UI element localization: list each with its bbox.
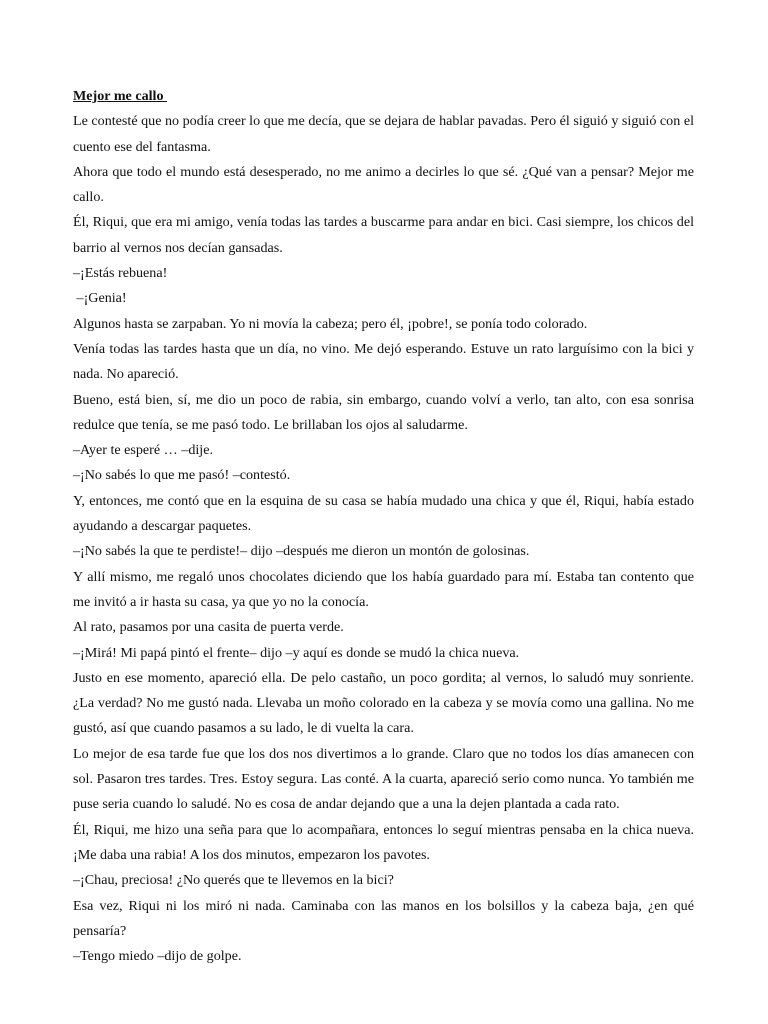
dialogue-line: –¡Mirá! Mi papá pintó el frente– dijo –y aquí es donde se mudó la chica nueva. <box>73 644 520 661</box>
paragraph: Justo en ese momento, apareció ella. De pelo castaño, un poco gordita; al vernos, lo saludó muy sonriente. ¿La verdad? No me gustó nada. Llevaba un moño colorado en la cabeza y se movía como una gallina. No me gustó, así que cuando pasamos a su lado, le di vuelta la cara. <box>73 669 694 737</box>
dialogue-line: –¡Estás rebuena! <box>73 265 168 282</box>
paragraph: Ahora que todo el mundo está desesperado, no me animo a decirles lo que sé. ¿Qué van a pensar? Mejor me callo. <box>73 163 694 206</box>
dialogue-line: –¡No sabés lo que me pasó! –contestó. <box>73 467 291 484</box>
dialogue-line: –¡No sabés la que te perdiste!– dijo –después me dieron un montón de golosinas. <box>73 543 530 560</box>
dialogue-line: –¡Genia! <box>73 290 127 307</box>
document-page <box>73 84 694 969</box>
paragraph: Venía todas las tardes hasta que un día, no vino. Me dejó esperando. Estuve un rato larguísimo con la bici y nada. No apareció. <box>73 340 694 383</box>
dialogue-line: –¡Chau, preciosa! ¿No querés que te llevemos en la bici? <box>73 872 394 889</box>
paragraph: Él, Riqui, me hizo una seña para que lo acompañara, entonces lo seguí mientras pensaba en la chica nueva. ¡Me daba una rabia! A los dos minutos, empezaron los pavotes. <box>73 821 694 863</box>
paragraph: Y, entonces, me contó que en la esquina de su casa se había mudado una chica y que él, Riqui, había estado ayudando a descargar paquetes. <box>73 492 694 535</box>
dialogue-line: –Ayer te esperé … –dije. <box>73 442 213 459</box>
paragraph: Esa vez, Riqui ni los miró ni nada. Caminaba con las manos en los bolsillos y la cabeza baja, ¿en qué pensaría? <box>73 897 694 939</box>
paragraph: Lo mejor de esa tarde fue que los dos nos divertimos a lo grande. Claro que no todos los días amanecen con sol. Pasaron tres tardes. Tres. Estoy segura. Las conté. A la cuarta, apareció serio como nunca. Yo también me puse seria cuando lo saludé. No es cosa de andar dejando que a una la dejen plantada a cada rato. <box>73 745 694 813</box>
dialogue-line: –Tengo miedo –dijo de golpe. <box>73 948 242 965</box>
paragraph: Le contesté que no podía creer lo que me decía, que se dejara de hablar pavadas. Pero él siguió y siguió con el cuento ese del fantasma. <box>73 113 694 155</box>
document-title: Mejor me callo <box>73 88 168 104</box>
paragraph: Bueno, está bien, sí, me dio un poco de rabia, sin embargo, cuando volví a verlo, tan alto, con esa sonrisa redulce que tenía, se me pasó todo. Le brillaban los ojos al saludarme. <box>73 391 694 433</box>
paragraph: Y allí mismo, me regaló unos chocolates diciendo que los había guardado para mí. Estaba tan contento que me invitó a ir hasta su casa, ya que yo no la conocía. <box>73 568 694 610</box>
paragraph: Él, Riqui, que era mi amigo, venía todas las tardes a buscarme para andar en bici. Casi siempre, los chicos del barrio al vernos nos decían gansadas. <box>73 214 694 256</box>
paragraph: Al rato, pasamos por una casita de puerta verde. <box>73 619 344 636</box>
paragraph: Algunos hasta se zarpaban. Yo ni movía la cabeza; pero él, ¡pobre!, se ponía todo colorado. <box>73 315 588 332</box>
